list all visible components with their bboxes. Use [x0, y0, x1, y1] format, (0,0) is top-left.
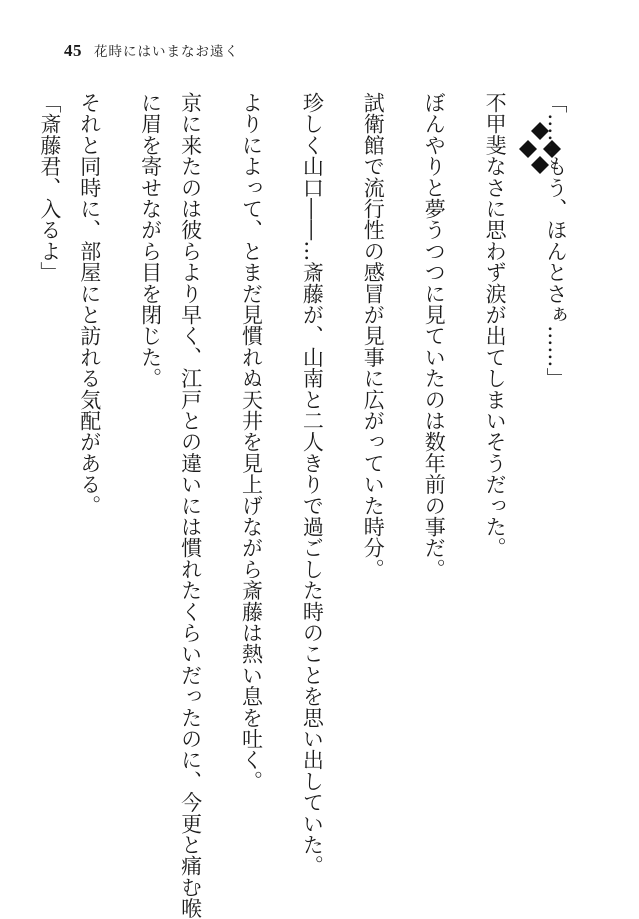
text-line: それと同時に、部屋にと訪れる気配がある。: [77, 92, 102, 516]
text-line: [0, 92, 29, 862]
text-line: 「斎藤君、入るよ」: [37, 92, 62, 283]
text-line: 「……もう、ほんとさぁ……」: [544, 92, 568, 389]
vertical-body-text: [37, 92, 575, 919]
text-line: ぼんやりと夢うつつに見ていたのは数年前の事だ。: [422, 92, 447, 580]
text-line: 京に来たのは彼らより早く、江戸との違いには慣れたくらいだったのに、今更と痛む喉: [178, 92, 203, 919]
text-line: 試衛館で流行性の感冒が見事に広がっていた時分。: [361, 92, 386, 580]
page-number: 45: [64, 41, 82, 60]
running-header: [64, 40, 239, 61]
text-line: に眉を寄せながら目を閉じた。: [138, 92, 163, 389]
text-line: よりによって、とまだ見慣れぬ天井を見上げながら斎藤は熱い息を吐く。: [239, 92, 264, 792]
running-title: 花時にはいまなお遠く: [94, 44, 239, 60]
text-line: 不甲斐なさに思わず涙が出てしまいそうだった。: [483, 92, 508, 559]
text-line: 珍しく山口――…斎藤が、山南と二人きりで過ごした時のことを思い出していた。: [300, 92, 325, 877]
